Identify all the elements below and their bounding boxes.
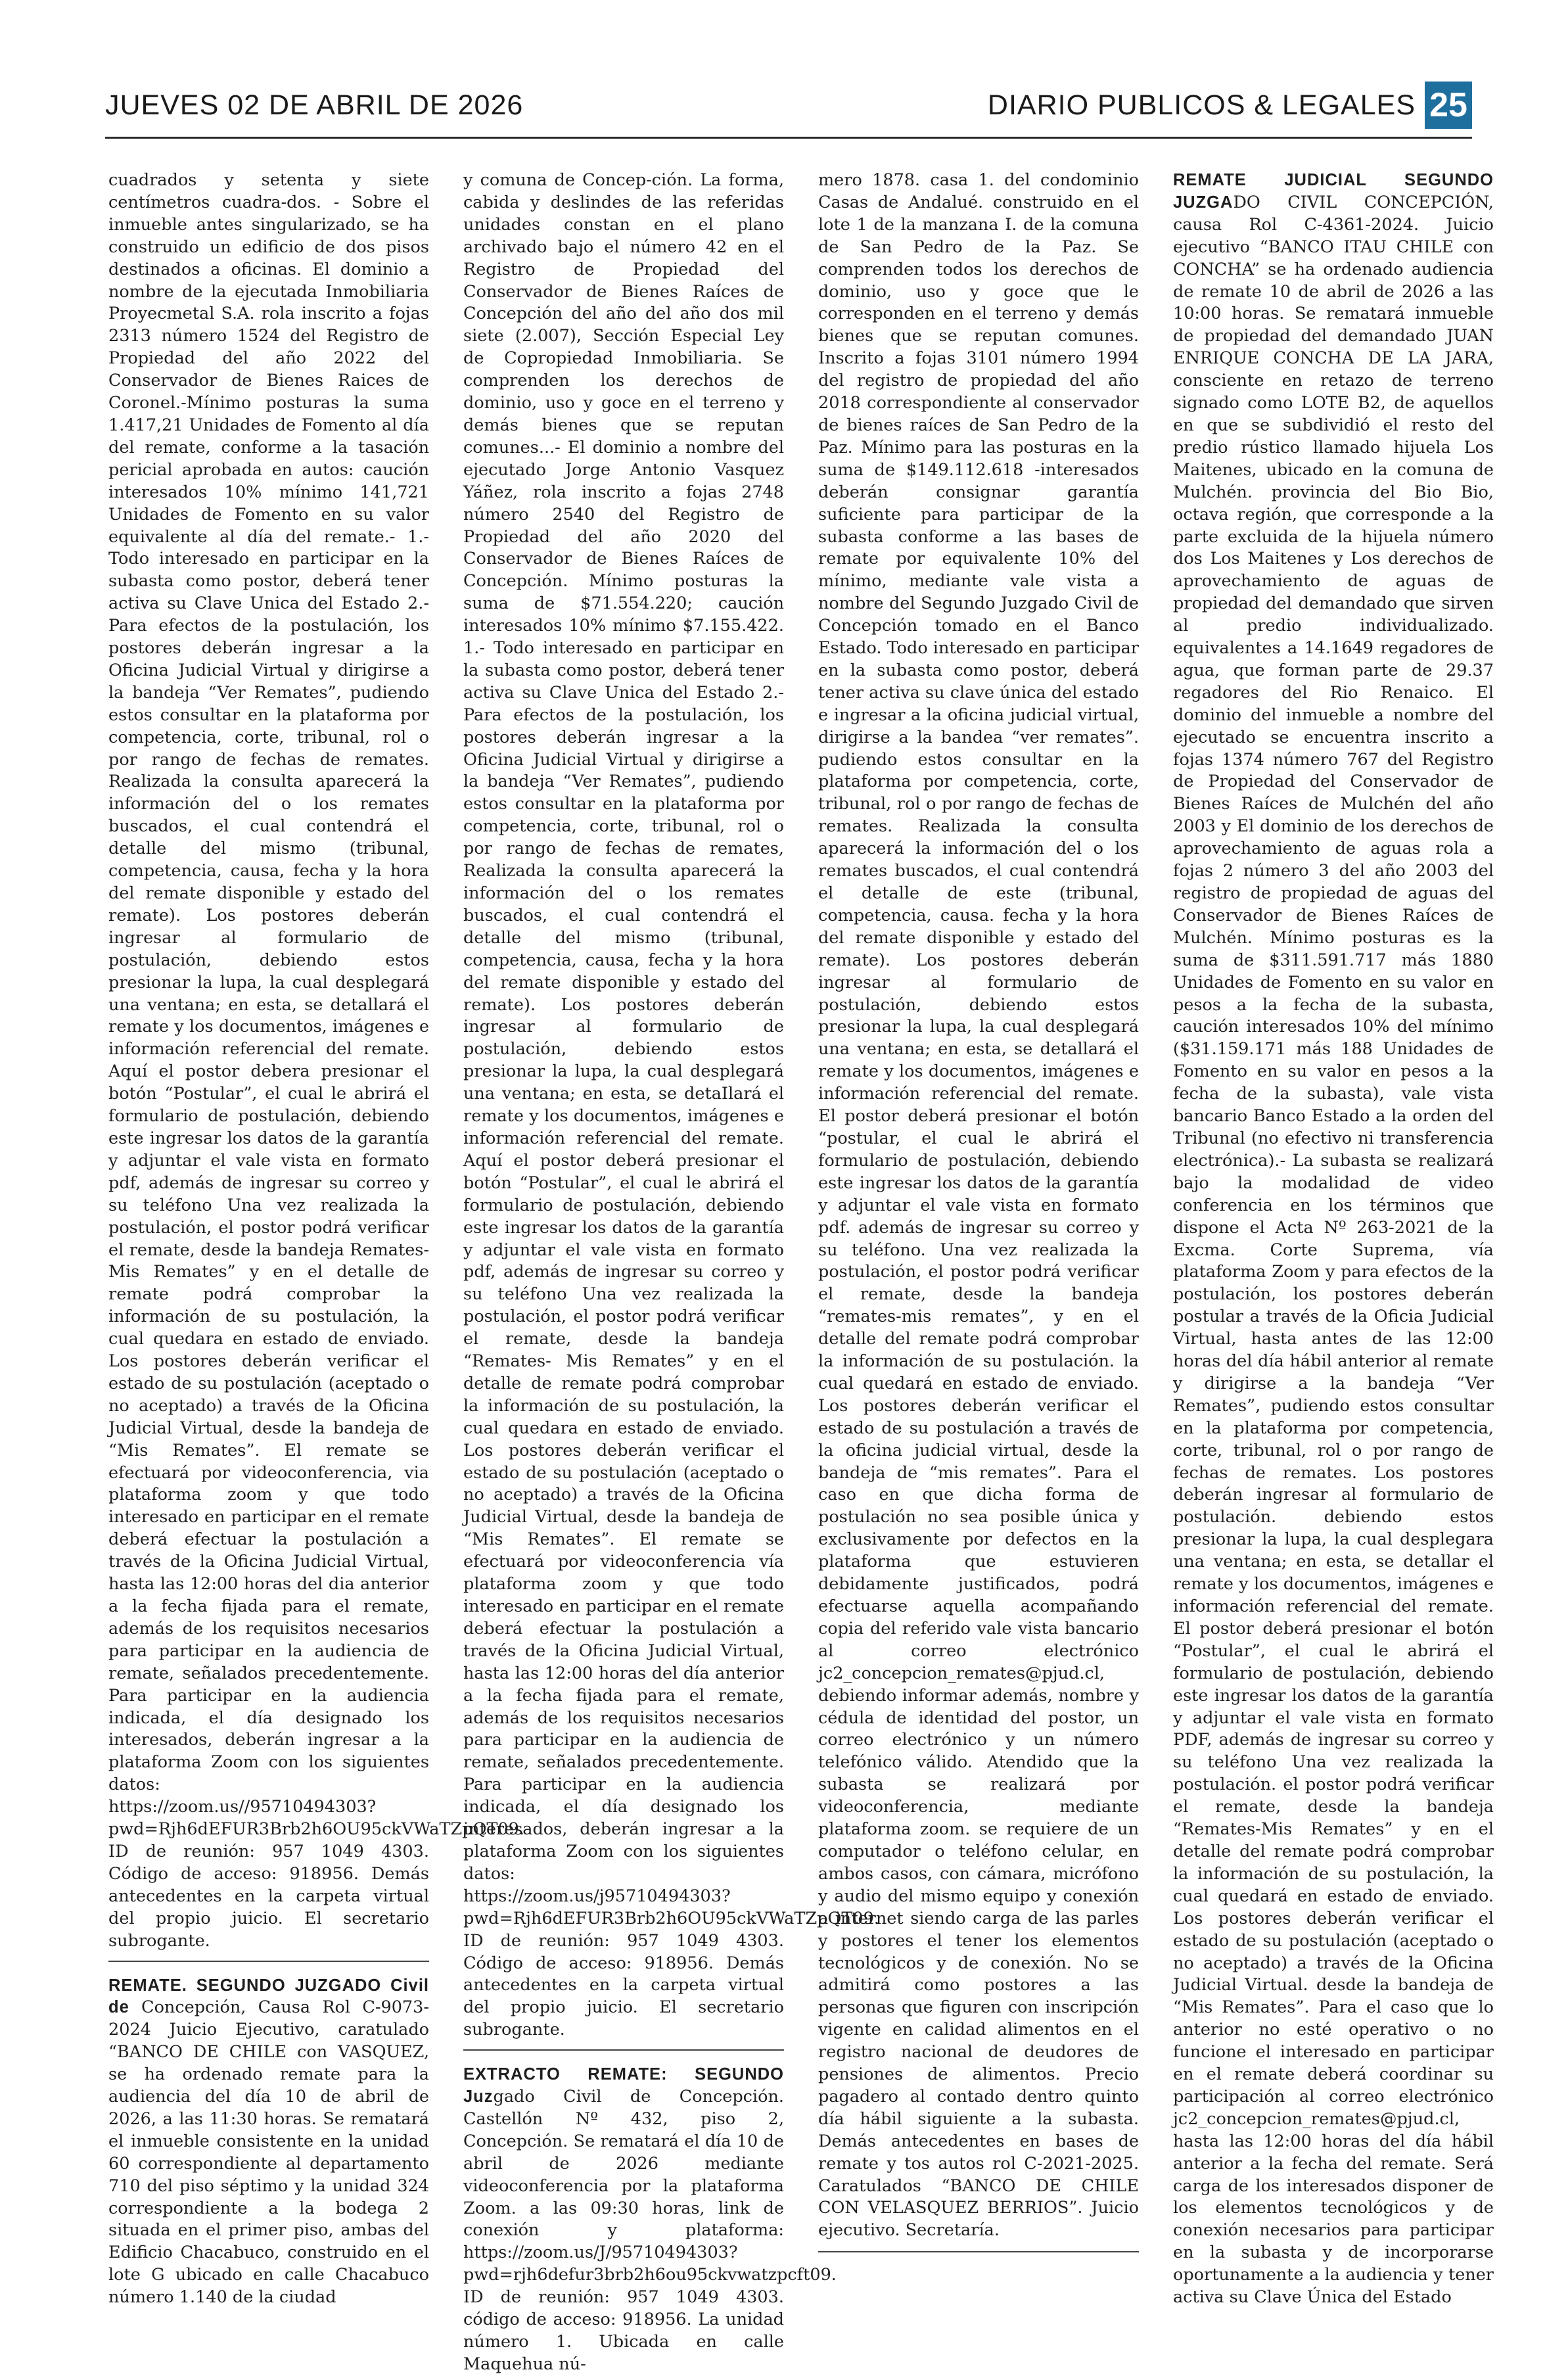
notice-continuation: mero 1878. casa 1. del condominio Casas de Andalué. construido en el lote 1 de la manzana I. de la comuna de San Pedro de la Paz. Se comprenden todos los derechos de dominio, uso y goce que le corresponden en el terreno y demás bienes que se reputan comunes. Inscrito a fojas 3101 número 1994 del registro de propiedad del año 2018 correspondiente al conservador de bienes raíces de San Pedro de la Paz. Mínimo para las posturas en la suma de $149.112.618 -interesados deberán consignar garantía suficiente para participar de la subasta conforme a las bases de remate por equivalente 10% del mínimo, mediante vale vista a nombre del Segundo Juzgado Civil de Concepción tomado en el Banco Estado. Todo interesado en participar en la subasta como postor, deberá tener activa su clave única del estado e ingresar a la oficina judicial virtual, dirigirse a la bandea “ver remates”. pudiendo estos consultar en la plataforma por competencia, corte, tribunal, rol o por rango de fechas de remates. Realizada la consulta aparecerá la información del o los remates buscados, el cual contendrá el detalle de este (tribunal, competencia, causa. fecha y la hora del remate disponible y estado del remate). Los postores deberán ingresar al formulario de postulación, debiendo estos presionar la lupa, la cual desplegará una ventana; en esta, se detallará el remate y los documentos, imágenes e información referencial del remate. El postor deberá presionar el botón “postular, el cual le abrirá el formulario de postulación, debiendo este ingresar los datos de la garantía y adjuntar el vale vista en formato pdf. además de ingresar su correo y su teléfono. Una vez realizada la postulación, el postor podrá verificar el remate, desde la bandeja “remates-mis remates”, y en el detalle del remate podrá comprobar la información de su postulación. la cual quedará en estado de enviado. Los postores deberán verificar el estado de su postulación a través de la oficina judicial virtual, desde la bandeja de “mis remates”. Para el caso en que dicha forma de postulación no sea posible única y exclusivamente por defectos en la plataforma que estuvieren debidamente justificados, podrá efectuarse aquella acompañando copia del referido vale vista bancario al correo electrónico jc2_concepcion_remates@pjud.cl, debiendo informar además, nombre y cédula de identidad del postor, un correo electrónico y un número telefónico válido. Atendido que la subasta se realizará por videoconferencia, mediante plataforma zoom. se requiere de un computador o teléfono celular, en ambos casos, con cámara, micrófono y audio del mismo equipo y conexión a internet siendo carga de las parles y postores el tener los elementos tecnológicos y de conexión. No se admitirá como postores a las personas que figuren con inscripción vigente en calidad alimentos en el registro nacional de deudores de pensiones de alimentos. Precio pagadero al contado dentro quinto día hábil siguiente a la subasta. Demás antecedentes en bases de remate y tos autos rol C-2021-2025. Caratulados “BANCO DE CHILE CON VELASQUEZ BERRIOS”. Juicio ejecutivo. Secretaría. [818, 170, 1139, 2241]
notice-end-rule [818, 2251, 1139, 2252]
notice-remate-itau [1173, 170, 1494, 2309]
notice-body: Concepción, Causa Rol C-9073-2024 Juicio Ejecutivo, caratulado “BANCO DE CHILE con VASQUEZ, se ha ordenado remate para la audiencia del día 10 de abril de 2026, a las 11:30 horas. Se rematará el inmueble consistente en la unidad 60 correspondiente al departamento 710 del piso séptimo y la unidad 324 correspondiente a la bodega 2 situada en el primer piso, ambas del Edificio Chacabuco, construido en el lote G ubicado en calle Chacabuco número 1.140 de la ciudad [108, 1997, 429, 2308]
notice-remate-vasquez [108, 1975, 429, 2310]
notice-continuation: cuadrados y setenta y siete centímetros cuadra-dos. - Sobre el inmueble antes singularizado, se ha construido un edificio de dos pisos destinados a oficinas. El dominio a nombre de la ejecutada Inmobiliaria Proyecmetal S.A. rola inscrito a fojas 2313 número 1524 del Registro de Propiedad del año 2022 del Conservador de Bienes Raices de Coronel.-Mínimo posturas la suma 1.417,21 Unidades de Fomento al día del remate, conforme a la tasación pericial aprobada en autos: caución interesados 10% mínimo 141,721 Unidades de Fomento en su valor equivalente al día del remate.- 1.- Todo interesado en participar en la subasta como postor, deberá tener activa su Clave Unica del Estado 2.- Para efectos de la postulación, los postores deberán ingresar a la Oficina Judicial Virtual y dirigirse a la bandeja “Ver Remates”, pudiendo estos consultar en la plataforma por competencia, corte, tribunal, rol o por rango de fechas de remates. Realizada la consulta aparecerá la información del o los remates buscados, el cual contendrá el detalle del mismo (tribunal, competencia, causa, fecha y la hora del remate disponible y estado del remate). Los postores deberán ingresar al formulario de postulación, debiendo estos presionar la lupa, la cual desplegará una ventana; en esta, se detallará el remate y los documentos, imágenes e información referencial del remate. Aquí el postor debera presionar el botón “Postular”, el cual le abrirá el formulario de postulación, debiendo este ingresar los datos de la garantía y adjuntar el vale vista en formato pdf, además de ingresar su correo y su teléfono Una vez realizada la postulación, el postor podrá verificar el remate, desde la bandeja Remates- Mis Remates” y en el detalle de remate podrá comprobar la información de su postulación, la cual quedara en estado de enviado. Los postores deberán verificar el estado de su postulación (aceptado o no aceptado) a través de la Oficina Judicial Virtual, desde la bandeja de “Mis Remates”. El remate se efectuará por videoconferencia, via plataforma zoom y que todo interesado en participar en el remate deberá efectuar la postulación a través de la Oficina Judicial Virtual, hasta las 12:00 horas del dia anterior a la fecha fijada para el remate, además de los requisitos necesarios para participar en la audiencia de remate, señalados precedentemente. Para participar en la audiencia indicada, el día designado los interesados, deberán ingresar a la plataforma Zoom con los siguientes datos: https://zoom.us//95710494303?pwd=Rjh6dEFUR3Brb2h6OU95ckVWaTZpQT09. ID de reunión: 957 1049 4303. Código de acceso: 918956. Demás antecedentes en la carpeta virtual del propio juicio. El secretario subrogante. [108, 170, 524, 1951]
notice-heading: REMATE. SEGUNDO JUZGADO Civil de [108, 1976, 429, 2017]
notice-body: DO CIVIL CONCEPCIÓN, causa Rol C-4361-2024. Juicio ejecutivo “BANCO ITAU CHILE con CONCHA” se ha ordenado audiencia de remate 10 de abril de 2026 a las 10:00 horas. Se rematará inmueble de propiedad del demandado JUAN ENRIQUE CONCHA DE LA JARA, consciente en retazo de terreno signado como LOTE B2, de aquellos en que se subdividió el resto del predio rústico llamado hijuela Los Maitenes, ubicado en la comuna de Mulchén. provincia del Bio Bio, octava región, que corresponde a la parte excluida de la hijuela número dos Los Maitenes y Los derechos de aprovechamiento de aguas de propiedad del demandado que sirven al predio individualizado. equivalentes a 14.1649 regadores de agua, que forman parte de 29.37 regadores del Rio Renaico. El dominio del inmueble a nombre del ejecutado se encuentra inscrito a fojas 1374 número 767 del Registro de Propiedad del Conservador de Bienes Raíces de Mulchén del año 2003 y El dominio de los derechos de aprovechamiento de aguas rola a fojas 2 número 3 del año 2003 del registro de propiedad de aguas del Conservador de Bienes Raíces de Mulchén. Mínimo posturas es la suma de $311.591.717 más 1880 Unidades de Fomento en su valor en pesos a la fecha de la subasta, caución interesados 10% del mínimo ($31.159.171 más 188 Unidades de Fomento en su valor en pesos a la fecha de la subasta), vale vista bancario Banco Estado a la orden del Tribunal (no efectivo ni transferencia electrónica).- La subasta se realizará bajo la modalidad de video conferencia en los términos que dispone el Acta Nº 263-2021 de la Excma. Corte Suprema, vía plataforma Zoom y para efectos de la postulación, los postores deberán postular a través de la Oficia Judicial Virtual, hasta antes de las 12:00 horas del día hábil anterior al remate y dirigirse a la bandeja “Ver Remates”, pudiendo estos consultar en la plataforma por competencia, corte, tribunal, rol o por rango de fechas de remates. Los postores deberán ingresar al formulario de postulación. debiendo estos presionar la lupa, la cual desplegara una ventana; en esta, se detallar el remate y los documentos, imágenes e información referencial del remate. El postor deberá presionar el botón “Postular”, el cual le abrirá el formulario de postulación, debiendo este ingresar los datos de la garantía y adjuntar el vale vista en formato PDF, además de ingresar su correo y su teléfono Una vez realizada la postulación. el postor podrá verificar el remate, desde la bandeja “Remates-Mis Remates” y en el detalle del remate podrá comprobar la información de su postulación, la cual quedará en estado de enviado. Los postores deberán verificar el estado de su postulación (aceptado o no aceptado) a través de la Oficina Judicial Virtual. desde la bandeja de “Mis Remates”. Para el caso que lo anterior no esté operativo o no funcione el interesado en participar en el remate deberá coordinar su participación al correo electrónico jc2_concepcion_remates@pjud.cl, hasta las 12:00 horas del día hábil anterior a la fecha del remate. Será carga de los interesados disponer de los elementos tecnológicos y de conexión necesarios para participar en la subasta y de incorporarse oportunamente a la audiencia y tener activa su Clave Única del Estado [1173, 192, 1494, 2308]
column-3 [818, 170, 1139, 2260]
header-right [988, 82, 1472, 129]
header-divider [105, 137, 1472, 139]
page-header [105, 79, 1472, 131]
publication-name: DIARIO PUBLICOS & LEGALES [987, 89, 1416, 121]
column-1 [108, 170, 524, 2308]
notice-heading: EXTRACTO REMATE: SEGUNDO Juz [463, 2065, 784, 2107]
notice-separator [463, 2049, 784, 2051]
notice-heading: REMATE JUDICIAL SEGUNDO JUZGA [1173, 171, 1494, 212]
notice-separator [108, 1961, 429, 1962]
column-2 [463, 170, 879, 2374]
column-4 [1173, 170, 1494, 2308]
issue-date: JUEVES 02 DE ABRIL DE 2026 [105, 89, 524, 121]
notice-continuation: y comuna de Concep-ción. La forma, cabida y deslindes de las referidas unidades constan en el plano archivado bajo el número 42 en el Registro de Propiedad del Conservador de Bienes Raíces de Concepción del año del año dos mil siete (2.007), Sección Especial Ley de Copropiedad Inmobiliaria. Se comprenden los derechos de dominio, uso y goce en el terreno y demás bienes que se reputan comunes...- El dominio a nombre del ejecutado Jorge Antonio Vasquez Yáñez, rola inscrito a fojas 2748 número 2540 del Registro de Propiedad del año 2020 del Conservador de Bienes Raíces de Concepción. Mínimo posturas la suma de $71.554.220; caución interesados 10% mínimo $7.155.422. 1.- Todo interesado en participar en la subasta como postor, deberá tener activa su Clave Unica del Estado 2.- Para efectos de la postulación, los postores deberán ingresar a la Oficina Judicial Virtual y dirigirse a la bandeja “Ver Remates”, pudiendo estos consultar en la plataforma por competencia, corte, tribunal, rol o por rango de fechas de remates, Realizada la consulta aparecerá la información del o los remates buscados, el cual contendrá el detalle del mismo (tribunal, competencia, causa, fecha y la hora del remate disponible y estado del remate). Los postores deberán ingresar al formulario de postulación, debiendo estos presionar la lupa, la cual desplegará una ventana; en esta, se detaIlará el remate y los documentos, imágenes e información referencial del remate. Aquí el postor deberá presionar el botón “Postular”, el cual le abrirá el formulario de postulación, debiendo este ingresar los datos de la garantía y adjuntar el vale vista en formato pdf, además de ingresar su correo y su teléfono Una vez realizada la postulación, el postor podrá verificar el remate, desde la bandeja “Remates- Mis Remates” y en el detalle de remate podrá comprobar la información de su postulación, la cual quedara en estado de enviado. Los postores deberán verificar el estado de su postulación (aceptado o no aceptado) a través de la Oficina Judicial Virtual, desde la bandeja de “Mis Remates”. El remate se efectuará por videoconferencia vía plataforma zoom y que todo interesado en participar en el remate deberá efectuar la postulación a través de la Oficina Judicial Virtual, hasta las 12:00 horas del día anterior a la fecha fijada para el remate, además de los requisitos necesarios para participar en la audiencia de remate, señalados precedentemente. Para participar en la audiencia indicada, el día designado los interesados, deberán ingresar a la plataforma Zoom con los siguientes datos: https://zoom.us/j95710494303?pwd=Rjh6dEFUR3Brb2h6OU95ckVWaTZpQT09. ID de reunión: 957 1049 4303. Código de acceso: 918956. Demás antecedentes en la carpeta virtual del propio juicio. El secretario subrogante. [463, 170, 879, 2040]
notice-body: gado Civil de Concepción. Castellón Nº 432, piso 2, Concepción. Se rematará el día 10 de abril de 2026 mediante videoconferencia por la plataforma Zoom. a las 09:30 horas, link de conexión y plataforma: https://zoom.us/J/95710494303?pwd=rjh6defur3brb2h6ou95ckvwatzpcft09. ID de reunión: 957 1049 4303. código de acceso: 918956. La unidad número 1. Ubicada en calle Maquehua nú- [463, 2087, 837, 2374]
page-number-badge: 25 [1425, 82, 1472, 129]
notice-extracto-remate [463, 2064, 837, 2376]
